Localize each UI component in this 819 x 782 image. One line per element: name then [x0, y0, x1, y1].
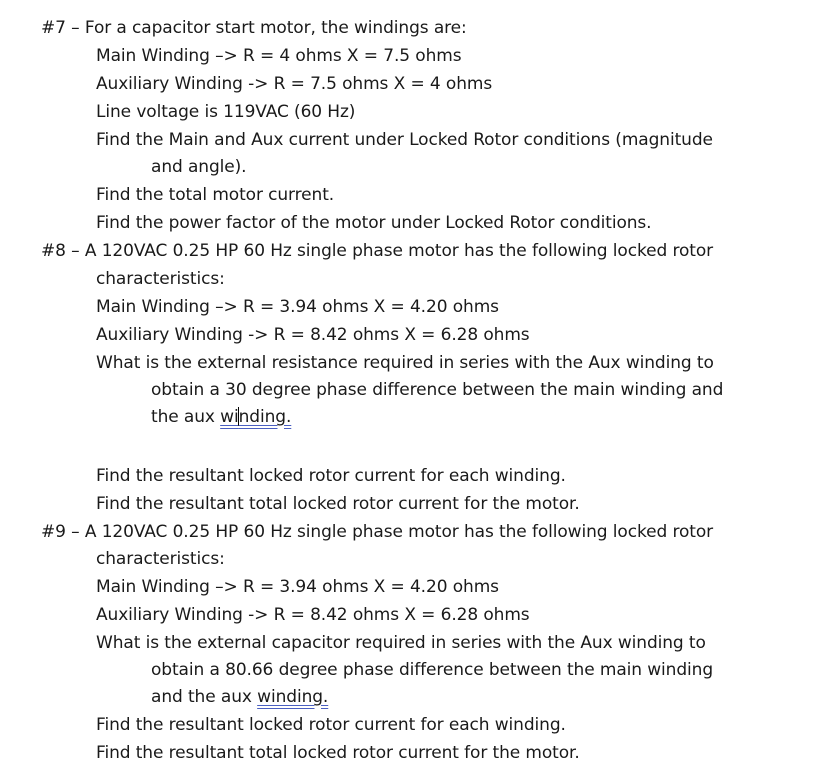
q9-main-winding: Main Winding –> R = 3.94 ohms X = 4.20 ohms: [96, 577, 499, 597]
q7-line-voltage: Line voltage is 119VAC (60 Hz): [96, 102, 356, 122]
q8-question: What is the external resistance required in series with the Aux winding to: [96, 353, 714, 373]
q7-find-currents-cont: and angle).: [151, 157, 247, 177]
q9-question-end[interactable]: [151, 686, 328, 708]
q9-find-each: Find the resultant locked rotor current for each winding.: [96, 715, 566, 735]
q8-heading: #8 – A 120VAC 0.25 HP 60 Hz single phase motor has the following locked rotor: [41, 241, 714, 261]
q9-question-end-prefix: and the aux: [151, 687, 258, 707]
q9-question-cont: obtain a 80.66 degree phase difference between the main winding: [151, 660, 714, 680]
q8-aux-winding: Auxiliary Winding -> R = 8.42 ohms X = 6.28 ohms: [96, 325, 530, 345]
q7-heading: #7 – For a capacitor start motor, the windings are:: [41, 18, 467, 38]
q7-main-winding: Main Winding –> R = 4 ohms X = 7.5 ohms: [96, 46, 462, 66]
q9-find-total: Find the resultant total locked rotor current for the motor.: [96, 743, 580, 763]
q8-question-end-prefix: the aux: [151, 407, 221, 427]
q7-find-pf: Find the power factor of the motor under Locked Rotor conditions.: [96, 213, 652, 233]
q9-heading-cont: characteristics:: [96, 549, 225, 569]
q9-spellcheck-word[interactable]: winding.: [257, 687, 329, 707]
q9-question: What is the external capacitor required in series with the Aux winding to: [96, 633, 706, 653]
q8-spellcheck-word[interactable]: [220, 407, 291, 427]
q8-main-winding: Main Winding –> R = 3.94 ohms X = 4.20 ohms: [96, 297, 499, 317]
q8-question-cont: obtain a 30 degree phase difference between the main winding and: [151, 380, 724, 400]
q8-heading-cont: characteristics:: [96, 269, 225, 289]
q9-aux-winding: Auxiliary Winding -> R = 8.42 ohms X = 6.28 ohms: [96, 605, 530, 625]
q9-heading: #9 – A 120VAC 0.25 HP 60 Hz single phase motor has the following locked rotor: [41, 522, 714, 542]
q7-find-total: Find the total motor current.: [96, 185, 335, 205]
q8-find-total: Find the resultant total locked rotor current for the motor.: [96, 494, 580, 514]
q7-find-currents: Find the Main and Aux current under Locked Rotor conditions (magnitude: [96, 130, 713, 150]
q8-word-part-a: wi: [220, 407, 239, 427]
q7-aux-winding: Auxiliary Winding -> R = 7.5 ohms X = 4 ohms: [96, 74, 493, 94]
q8-find-each: Find the resultant locked rotor current for each winding.: [96, 466, 566, 486]
q8-word-part-b: nding.: [238, 407, 292, 427]
q8-question-end[interactable]: [151, 406, 291, 428]
